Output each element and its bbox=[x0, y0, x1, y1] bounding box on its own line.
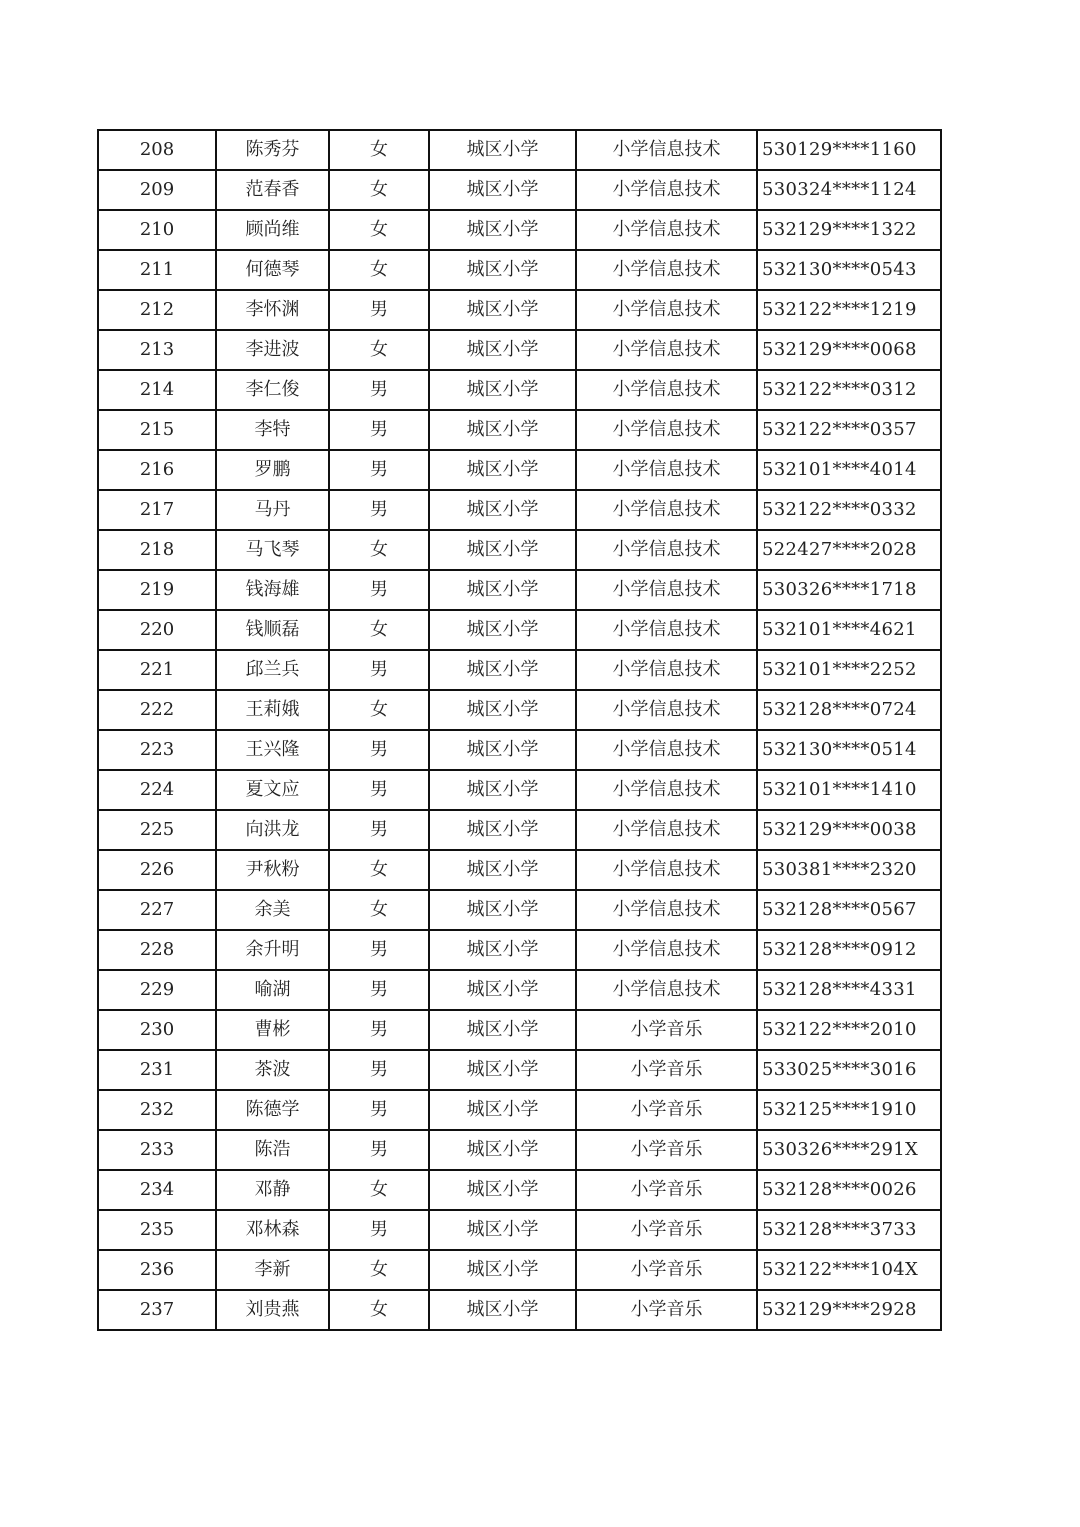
id-number-cell: 530129****1160 bbox=[757, 130, 941, 170]
subject-cell: 小学信息技术 bbox=[576, 930, 757, 970]
id-number-cell: 532128****0912 bbox=[757, 930, 941, 970]
id-number-cell: 532129****0038 bbox=[757, 810, 941, 850]
gender-cell: 女 bbox=[329, 250, 429, 290]
row-number-cell: 217 bbox=[98, 490, 216, 530]
school-cell: 城区小学 bbox=[429, 730, 576, 770]
subject-cell: 小学音乐 bbox=[576, 1130, 757, 1170]
subject-cell: 小学音乐 bbox=[576, 1290, 757, 1330]
school-cell: 城区小学 bbox=[429, 1250, 576, 1290]
gender-cell: 男 bbox=[329, 1010, 429, 1050]
table-row bbox=[98, 530, 941, 570]
school-cell: 城区小学 bbox=[429, 1130, 576, 1170]
row-number-cell: 237 bbox=[98, 1290, 216, 1330]
id-number-cell: 533025****3016 bbox=[757, 1050, 941, 1090]
gender-cell: 男 bbox=[329, 930, 429, 970]
table-row bbox=[98, 570, 941, 610]
table-row bbox=[98, 730, 941, 770]
school-cell: 城区小学 bbox=[429, 250, 576, 290]
row-number-cell: 224 bbox=[98, 770, 216, 810]
row-number-cell: 231 bbox=[98, 1050, 216, 1090]
school-cell: 城区小学 bbox=[429, 890, 576, 930]
row-number-cell: 230 bbox=[98, 1010, 216, 1050]
name-cell: 钱海雄 bbox=[216, 570, 329, 610]
subject-cell: 小学音乐 bbox=[576, 1010, 757, 1050]
roster-body bbox=[98, 130, 941, 1330]
name-cell: 钱顺磊 bbox=[216, 610, 329, 650]
school-cell: 城区小学 bbox=[429, 410, 576, 450]
subject-cell: 小学信息技术 bbox=[576, 170, 757, 210]
gender-cell: 女 bbox=[329, 1170, 429, 1210]
subject-cell: 小学信息技术 bbox=[576, 130, 757, 170]
roster-table bbox=[97, 129, 942, 1331]
gender-cell: 男 bbox=[329, 570, 429, 610]
table-row bbox=[98, 1290, 941, 1330]
id-number-cell: 522427****2028 bbox=[757, 530, 941, 570]
subject-cell: 小学音乐 bbox=[576, 1210, 757, 1250]
gender-cell: 男 bbox=[329, 370, 429, 410]
id-number-cell: 532122****0357 bbox=[757, 410, 941, 450]
subject-cell: 小学信息技术 bbox=[576, 610, 757, 650]
id-number-cell: 532128****3733 bbox=[757, 1210, 941, 1250]
name-cell: 刘贵燕 bbox=[216, 1290, 329, 1330]
id-number-cell: 532122****104X bbox=[757, 1250, 941, 1290]
table-row bbox=[98, 330, 941, 370]
row-number-cell: 214 bbox=[98, 370, 216, 410]
name-cell: 马飞琴 bbox=[216, 530, 329, 570]
gender-cell: 男 bbox=[329, 1130, 429, 1170]
table-row bbox=[98, 450, 941, 490]
row-number-cell: 216 bbox=[98, 450, 216, 490]
row-number-cell: 236 bbox=[98, 1250, 216, 1290]
name-cell: 陈浩 bbox=[216, 1130, 329, 1170]
table-row bbox=[98, 970, 941, 1010]
gender-cell: 女 bbox=[329, 130, 429, 170]
school-cell: 城区小学 bbox=[429, 690, 576, 730]
name-cell: 李仁俊 bbox=[216, 370, 329, 410]
table-row bbox=[98, 370, 941, 410]
school-cell: 城区小学 bbox=[429, 170, 576, 210]
subject-cell: 小学信息技术 bbox=[576, 210, 757, 250]
school-cell: 城区小学 bbox=[429, 1090, 576, 1130]
table-row bbox=[98, 610, 941, 650]
id-number-cell: 532129****1322 bbox=[757, 210, 941, 250]
id-number-cell: 532128****4331 bbox=[757, 970, 941, 1010]
row-number-cell: 219 bbox=[98, 570, 216, 610]
row-number-cell: 235 bbox=[98, 1210, 216, 1250]
school-cell: 城区小学 bbox=[429, 530, 576, 570]
subject-cell: 小学音乐 bbox=[576, 1050, 757, 1090]
name-cell: 曹彬 bbox=[216, 1010, 329, 1050]
name-cell: 李进波 bbox=[216, 330, 329, 370]
row-number-cell: 211 bbox=[98, 250, 216, 290]
subject-cell: 小学信息技术 bbox=[576, 330, 757, 370]
subject-cell: 小学信息技术 bbox=[576, 650, 757, 690]
subject-cell: 小学信息技术 bbox=[576, 250, 757, 290]
id-number-cell: 532130****0543 bbox=[757, 250, 941, 290]
id-number-cell: 530324****1124 bbox=[757, 170, 941, 210]
name-cell: 王兴隆 bbox=[216, 730, 329, 770]
subject-cell: 小学信息技术 bbox=[576, 890, 757, 930]
school-cell: 城区小学 bbox=[429, 930, 576, 970]
row-number-cell: 213 bbox=[98, 330, 216, 370]
school-cell: 城区小学 bbox=[429, 450, 576, 490]
name-cell: 顾尚维 bbox=[216, 210, 329, 250]
row-number-cell: 229 bbox=[98, 970, 216, 1010]
id-number-cell: 532122****2010 bbox=[757, 1010, 941, 1050]
gender-cell: 男 bbox=[329, 290, 429, 330]
gender-cell: 男 bbox=[329, 490, 429, 530]
school-cell: 城区小学 bbox=[429, 370, 576, 410]
id-number-cell: 530326****1718 bbox=[757, 570, 941, 610]
school-cell: 城区小学 bbox=[429, 330, 576, 370]
gender-cell: 男 bbox=[329, 730, 429, 770]
gender-cell: 男 bbox=[329, 1050, 429, 1090]
name-cell: 王莉娥 bbox=[216, 690, 329, 730]
table-row bbox=[98, 130, 941, 170]
gender-cell: 女 bbox=[329, 210, 429, 250]
subject-cell: 小学音乐 bbox=[576, 1250, 757, 1290]
gender-cell: 女 bbox=[329, 530, 429, 570]
gender-cell: 男 bbox=[329, 650, 429, 690]
row-number-cell: 221 bbox=[98, 650, 216, 690]
table-row bbox=[98, 1010, 941, 1050]
name-cell: 陈秀芬 bbox=[216, 130, 329, 170]
table-row bbox=[98, 290, 941, 330]
row-number-cell: 208 bbox=[98, 130, 216, 170]
subject-cell: 小学信息技术 bbox=[576, 810, 757, 850]
row-number-cell: 212 bbox=[98, 290, 216, 330]
name-cell: 马丹 bbox=[216, 490, 329, 530]
school-cell: 城区小学 bbox=[429, 290, 576, 330]
row-number-cell: 233 bbox=[98, 1130, 216, 1170]
school-cell: 城区小学 bbox=[429, 650, 576, 690]
gender-cell: 男 bbox=[329, 970, 429, 1010]
gender-cell: 女 bbox=[329, 330, 429, 370]
table-row bbox=[98, 1090, 941, 1130]
subject-cell: 小学音乐 bbox=[576, 1170, 757, 1210]
school-cell: 城区小学 bbox=[429, 490, 576, 530]
id-number-cell: 532128****0026 bbox=[757, 1170, 941, 1210]
gender-cell: 女 bbox=[329, 170, 429, 210]
row-number-cell: 227 bbox=[98, 890, 216, 930]
row-number-cell: 226 bbox=[98, 850, 216, 890]
subject-cell: 小学信息技术 bbox=[576, 850, 757, 890]
subject-cell: 小学信息技术 bbox=[576, 410, 757, 450]
id-number-cell: 532125****1910 bbox=[757, 1090, 941, 1130]
school-cell: 城区小学 bbox=[429, 610, 576, 650]
table-row bbox=[98, 850, 941, 890]
school-cell: 城区小学 bbox=[429, 1290, 576, 1330]
subject-cell: 小学信息技术 bbox=[576, 450, 757, 490]
school-cell: 城区小学 bbox=[429, 130, 576, 170]
row-number-cell: 220 bbox=[98, 610, 216, 650]
gender-cell: 女 bbox=[329, 1250, 429, 1290]
id-number-cell: 532122****0332 bbox=[757, 490, 941, 530]
subject-cell: 小学信息技术 bbox=[576, 570, 757, 610]
name-cell: 夏文应 bbox=[216, 770, 329, 810]
id-number-cell: 532122****0312 bbox=[757, 370, 941, 410]
table-row bbox=[98, 650, 941, 690]
row-number-cell: 215 bbox=[98, 410, 216, 450]
table-row bbox=[98, 930, 941, 970]
table-row bbox=[98, 890, 941, 930]
gender-cell: 男 bbox=[329, 450, 429, 490]
table-row bbox=[98, 1250, 941, 1290]
name-cell: 尹秋粉 bbox=[216, 850, 329, 890]
table-row bbox=[98, 250, 941, 290]
name-cell: 茶波 bbox=[216, 1050, 329, 1090]
school-cell: 城区小学 bbox=[429, 850, 576, 890]
school-cell: 城区小学 bbox=[429, 1050, 576, 1090]
table-row bbox=[98, 1170, 941, 1210]
table-row bbox=[98, 410, 941, 450]
school-cell: 城区小学 bbox=[429, 810, 576, 850]
table-row bbox=[98, 690, 941, 730]
table-row bbox=[98, 490, 941, 530]
subject-cell: 小学信息技术 bbox=[576, 730, 757, 770]
subject-cell: 小学信息技术 bbox=[576, 970, 757, 1010]
row-number-cell: 210 bbox=[98, 210, 216, 250]
row-number-cell: 228 bbox=[98, 930, 216, 970]
id-number-cell: 532129****0068 bbox=[757, 330, 941, 370]
name-cell: 何德琴 bbox=[216, 250, 329, 290]
row-number-cell: 218 bbox=[98, 530, 216, 570]
name-cell: 李怀渊 bbox=[216, 290, 329, 330]
row-number-cell: 234 bbox=[98, 1170, 216, 1210]
id-number-cell: 532101****4014 bbox=[757, 450, 941, 490]
id-number-cell: 530326****291X bbox=[757, 1130, 941, 1170]
school-cell: 城区小学 bbox=[429, 1170, 576, 1210]
name-cell: 李新 bbox=[216, 1250, 329, 1290]
name-cell: 邓静 bbox=[216, 1170, 329, 1210]
school-cell: 城区小学 bbox=[429, 1210, 576, 1250]
id-number-cell: 532101****4621 bbox=[757, 610, 941, 650]
gender-cell: 男 bbox=[329, 770, 429, 810]
name-cell: 余美 bbox=[216, 890, 329, 930]
table-row bbox=[98, 170, 941, 210]
school-cell: 城区小学 bbox=[429, 770, 576, 810]
name-cell: 喻湖 bbox=[216, 970, 329, 1010]
subject-cell: 小学信息技术 bbox=[576, 530, 757, 570]
name-cell: 向洪龙 bbox=[216, 810, 329, 850]
table-row bbox=[98, 770, 941, 810]
gender-cell: 女 bbox=[329, 610, 429, 650]
gender-cell: 女 bbox=[329, 850, 429, 890]
table-row bbox=[98, 810, 941, 850]
id-number-cell: 532130****0514 bbox=[757, 730, 941, 770]
subject-cell: 小学信息技术 bbox=[576, 490, 757, 530]
name-cell: 罗鹏 bbox=[216, 450, 329, 490]
subject-cell: 小学信息技术 bbox=[576, 370, 757, 410]
id-number-cell: 532122****1219 bbox=[757, 290, 941, 330]
school-cell: 城区小学 bbox=[429, 570, 576, 610]
gender-cell: 男 bbox=[329, 810, 429, 850]
id-number-cell: 532101****1410 bbox=[757, 770, 941, 810]
id-number-cell: 530381****2320 bbox=[757, 850, 941, 890]
name-cell: 李特 bbox=[216, 410, 329, 450]
table-row bbox=[98, 1210, 941, 1250]
id-number-cell: 532129****2928 bbox=[757, 1290, 941, 1330]
gender-cell: 女 bbox=[329, 890, 429, 930]
row-number-cell: 209 bbox=[98, 170, 216, 210]
school-cell: 城区小学 bbox=[429, 1010, 576, 1050]
gender-cell: 男 bbox=[329, 1090, 429, 1130]
row-number-cell: 225 bbox=[98, 810, 216, 850]
name-cell: 邓林森 bbox=[216, 1210, 329, 1250]
table-row bbox=[98, 1050, 941, 1090]
school-cell: 城区小学 bbox=[429, 210, 576, 250]
subject-cell: 小学音乐 bbox=[576, 1090, 757, 1130]
row-number-cell: 222 bbox=[98, 690, 216, 730]
name-cell: 陈德学 bbox=[216, 1090, 329, 1130]
name-cell: 余升明 bbox=[216, 930, 329, 970]
gender-cell: 男 bbox=[329, 1210, 429, 1250]
gender-cell: 女 bbox=[329, 690, 429, 730]
subject-cell: 小学信息技术 bbox=[576, 690, 757, 730]
id-number-cell: 532128****0724 bbox=[757, 690, 941, 730]
gender-cell: 女 bbox=[329, 1290, 429, 1330]
table-row bbox=[98, 210, 941, 250]
name-cell: 范春香 bbox=[216, 170, 329, 210]
subject-cell: 小学信息技术 bbox=[576, 770, 757, 810]
row-number-cell: 223 bbox=[98, 730, 216, 770]
id-number-cell: 532128****0567 bbox=[757, 890, 941, 930]
table-row bbox=[98, 1130, 941, 1170]
school-cell: 城区小学 bbox=[429, 970, 576, 1010]
subject-cell: 小学信息技术 bbox=[576, 290, 757, 330]
id-number-cell: 532101****2252 bbox=[757, 650, 941, 690]
name-cell: 邱兰兵 bbox=[216, 650, 329, 690]
gender-cell: 男 bbox=[329, 410, 429, 450]
row-number-cell: 232 bbox=[98, 1090, 216, 1130]
